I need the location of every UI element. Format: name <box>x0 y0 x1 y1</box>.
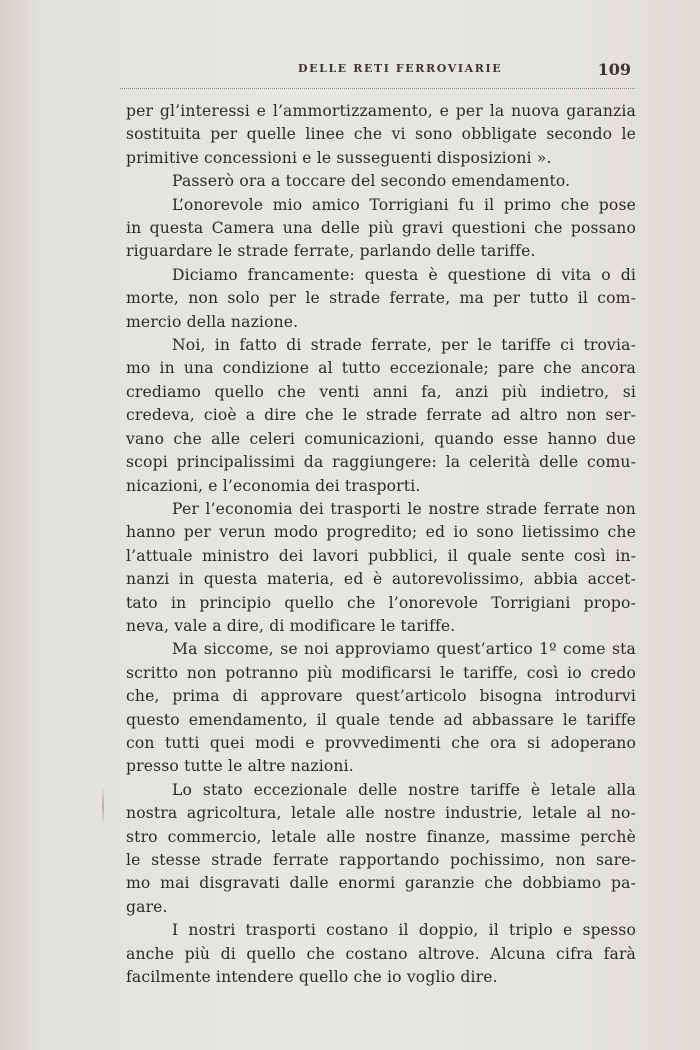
body-text <box>126 100 636 989</box>
text-line: stro commercio, letale alle nostre finanze, massime perchè <box>126 827 636 846</box>
paragraph <box>126 638 636 778</box>
text-line: morte, non solo per le strade ferrate, ma per tutto il com- <box>126 289 636 308</box>
paragraph <box>126 194 636 264</box>
text-line: vano che alle celeri comunicazioni, quando esse hanno due <box>126 429 636 448</box>
text-line: Noi, in fatto di strade ferrate, per le tariffe ci trovia- <box>172 336 636 355</box>
text-line: credeva, cioè a dire che le strade ferrate ad altro non ser- <box>126 406 636 425</box>
text-line: I nostri trasporti costano il doppio, il triplo e spesso <box>172 921 636 940</box>
text-line: gare. <box>126 897 168 916</box>
paragraph <box>126 170 636 193</box>
text-line: Per l’economia dei trasporti le nostre strade ferrate non <box>172 499 636 518</box>
text-line: che, prima di approvare quest’articolo bisogna introdurvi <box>126 687 636 706</box>
paragraph <box>126 100 636 170</box>
text-line: tato in principio quello che l’onorevole Torrigiani propo- <box>126 593 636 612</box>
text-line: con tutti quei modi e provvedimenti che ora si adoperano <box>126 733 636 752</box>
text-line: Diciamo francamente: questa è questione di vita o di <box>172 265 636 284</box>
text-line: presso tutte le altre nazioni. <box>126 757 354 776</box>
text-line: riguardare le strade ferrate, parlando delle tariffe. <box>126 242 536 261</box>
text-line: mo mai disgravati dalle enormi garanzie che dobbiamo pa- <box>126 874 636 893</box>
text-line: neva, vale a dire, di modificare le tariffe. <box>126 616 456 635</box>
page-header <box>120 58 635 88</box>
text-line: nicazioni, e l’economia dei trasporti. <box>126 476 421 495</box>
text-line: l’attuale ministro dei lavori pubblici, il quale sente così in- <box>126 546 636 565</box>
text-line: Lo stato eccezionale delle nostre tariffe è letale alla <box>172 780 636 799</box>
text-line: le stesse strade ferrate rapportando pochissimo, non sare- <box>126 851 636 869</box>
page-number: 109 <box>597 60 631 79</box>
text-line: facilmente intendere quello che io voglio dire. <box>126 968 498 987</box>
margin-pencil-mark <box>102 786 104 826</box>
paragraph <box>126 779 636 919</box>
text-line: mercio della nazione. <box>126 312 299 331</box>
text-line: sostituita per quelle linee che vi sono obbligate secondo le <box>126 125 636 144</box>
text-line: nanzi in questa materia, ed è autorevolissimo, abbia accet- <box>126 570 636 589</box>
text-line: scopi principalissimi da raggiungere: la celerità delle comu- <box>126 453 636 472</box>
text-line: Ma siccome, se noi approviamo quest’artico 1º come sta <box>172 640 636 659</box>
text-line: in questa Camera una delle più gravi questioni che possano <box>126 219 636 238</box>
text-line: crediamo quello che venti anni fa, anzi più indietro, si <box>126 382 636 401</box>
text-line: L’onorevole mio amico Torrigiani fu il primo che pose <box>172 195 636 214</box>
text-line: primitive concessioni e le susseguenti disposizioni ». <box>126 148 552 167</box>
header-rule <box>120 88 635 89</box>
paragraph <box>126 919 636 989</box>
text-line: hanno per verun modo progredito; ed io sono lietissimo che <box>126 523 636 542</box>
text-line: mo in una condizione al tutto eccezionale; pare che ancora <box>126 359 636 378</box>
text-line: nostra agricoltura, letale alle nostre industrie, letale al no- <box>126 804 636 823</box>
running-title: DELLE RETI FERROVIARIE <box>298 62 503 75</box>
paragraph <box>126 498 636 638</box>
text-line: per gl’interessi e l’ammortizzamento, e per la nuova garanzia <box>126 102 636 120</box>
text-line: scritto non potranno più modificarsi le tariffe, così io credo <box>126 663 636 682</box>
paragraph <box>126 334 636 498</box>
text-line: anche più di quello che costano altrove. Alcuna cifra farà <box>126 944 636 963</box>
text-line: questo emendamento, il quale tende ad abbassare le tariffe <box>126 710 636 729</box>
paragraph <box>126 264 636 334</box>
text-line: Passerò ora a toccare del secondo emendamento. <box>172 172 571 191</box>
